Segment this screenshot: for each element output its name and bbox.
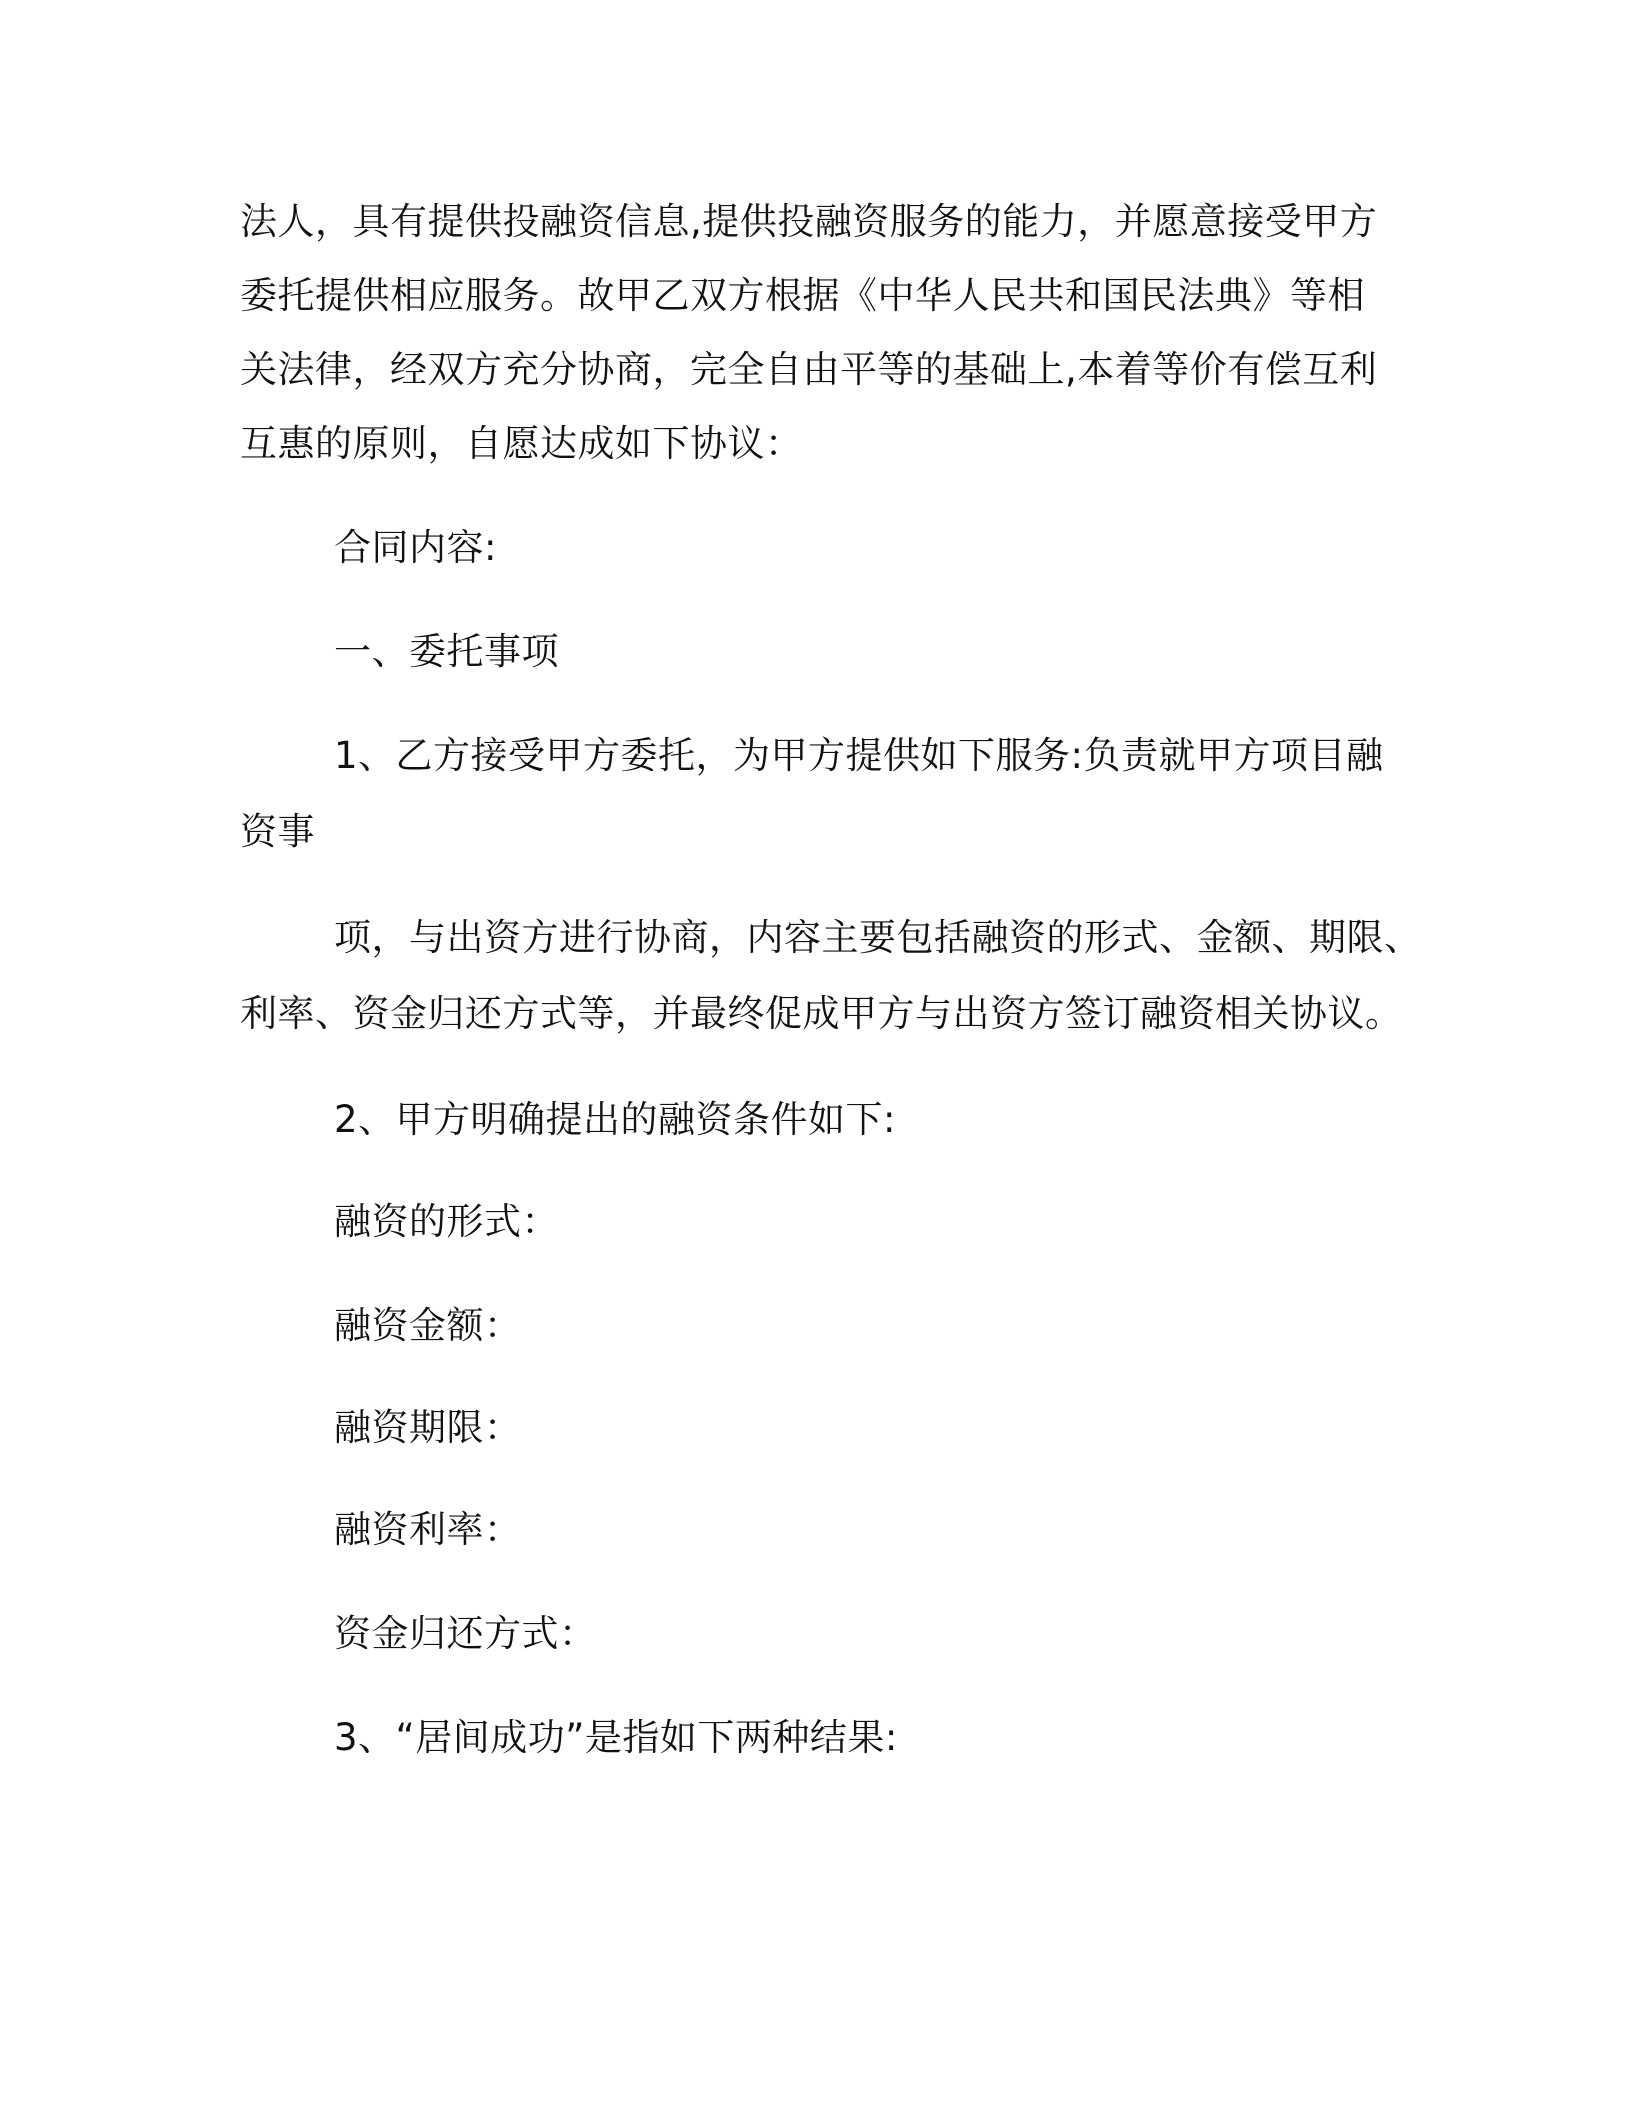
intro-line-4: 互惠的原则，自愿达成如下协议： [240, 422, 803, 465]
condition-term: 融资期限： [334, 1406, 522, 1449]
condition-amount: 融资金额： [334, 1304, 522, 1347]
contract-heading: 合同内容: [334, 526, 497, 569]
condition-rate: 融资利率： [334, 1508, 522, 1551]
condition-form: 融资的形式： [334, 1200, 559, 1243]
condition-repayment: 资金归还方式： [334, 1612, 597, 1655]
intro-line-1: 法人，具有提供投融资信息,提供投融资服务的能力，并愿意接受甲方 [240, 200, 1378, 243]
item-1-line-1: 1、乙方接受甲方委托，为甲方提供如下服务:负责就甲方项目融 [334, 734, 1384, 777]
item-1-line-2: 资事 [240, 810, 315, 853]
item-3-text: 3、“居间成功”是指如下两种结果: [334, 1716, 898, 1759]
intro-line-2: 委托提供相应服务。故甲乙双方根据《中华人民共和国民法典》等相 [240, 274, 1365, 317]
section-1-title: 一、委托事项 [334, 630, 559, 673]
item-1-cont-line-2: 利率、资金归还方式等，并最终促成甲方与出资方签订融资相关协议。 [240, 992, 1403, 1035]
item-2-text: 2、甲方明确提出的融资条件如下: [334, 1098, 897, 1141]
item-1-cont-line-1: 项，与出资方进行协商，内容主要包括融资的形式、金额、期限、 [334, 916, 1422, 959]
intro-line-3: 关法律，经双方充分协商，完全自由平等的基础上,本着等价有偿互利 [240, 348, 1378, 391]
